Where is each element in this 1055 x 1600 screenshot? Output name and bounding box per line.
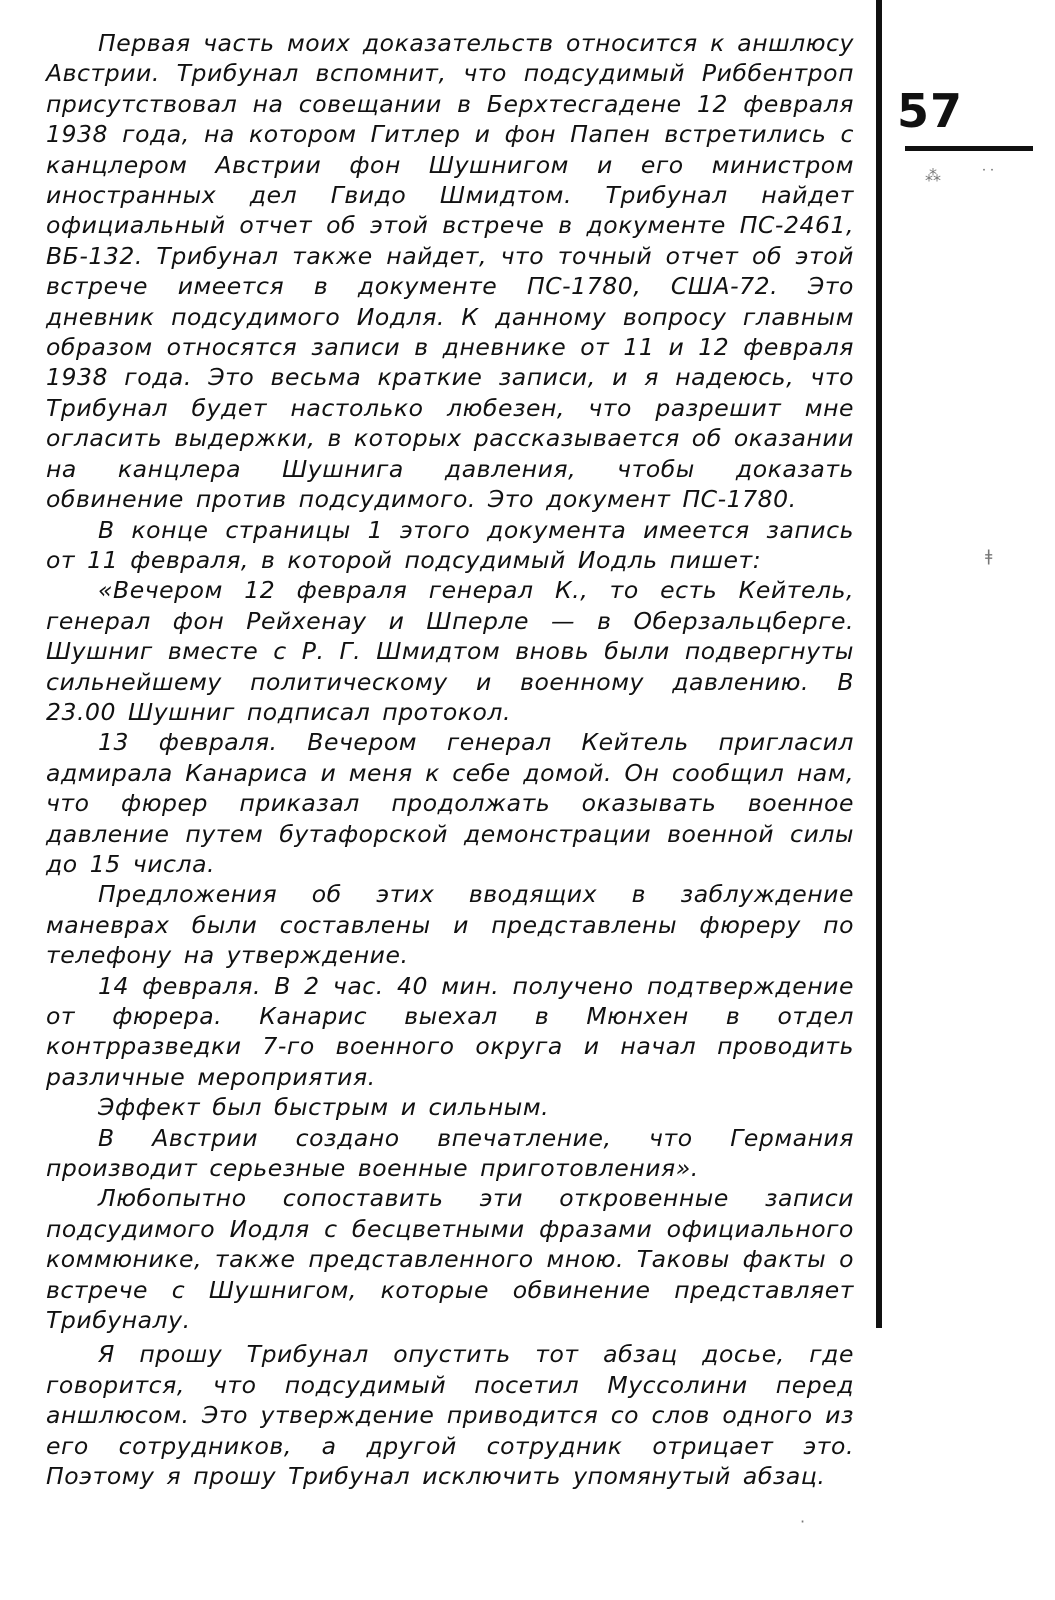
paragraph-6: 14 февраля. В 2 час. 40 мин. получено подтверждение от фюрера. Канарис выехал в Мюнхен в отдел контрразведки 7-го военного округа и начал проводить различные мероприятия. xyxy=(46,971,854,1091)
paragraph-8: В Австрии создано впечатление, что Германия производит серьезные военные приготовления». xyxy=(46,1123,854,1183)
paragraph-2: В конце страницы 1 этого документа имеется запись от 11 февраля, в которой подсудимый Иодль пишет: xyxy=(46,515,854,574)
margin-vertical-rule xyxy=(876,0,882,1328)
paragraph-10: Я прошу Трибунал опустить тот абзац досье, где говорится, что подсудимый посетил Муссолини перед аншлюсом. Это утверждение приводится со слов одного из его сотрудников, а другой сотрудник отрицает это. Поэтому я прошу Трибунал исключить упомянутый абзац. xyxy=(46,1340,854,1491)
paragraph-1: Первая часть моих доказательств относится к аншлюсу Австрии. Трибунал вспомнит, что подсудимый Риббентроп присутствовал на совещании в Берхтесгадене 12 февраля 1938 года, на котором Гитлер и фон Папен встретились с канцлером Австрии фон Шушнигом и его министром иностранных дел Гвидо Шмидтом. Трибунал найдет официальный отчет об этой встрече в документе ПС-2461, ВБ-132. Трибунал также найдет, что точный отчет об этой встрече имеется в документе ПС-1780, США-72. Это дневник подсудимого Иодля. К данному вопросу главным образом относятся записи в дневнике от 11 и 12 февраля 1938 года. Это весьма краткие записи, и я надеюсь, что Трибунал будет настолько любезен, что разрешит мне огласить выдержки, в которых рассказывается об оказании на канцлера Шушнига давления, чтобы доказать обвинение против подсудимого. Это документ ПС-1780. xyxy=(46,29,854,514)
scan-speck-3: ǂ xyxy=(985,546,993,565)
paragraph-3: «Вечером 12 февраля генерал К., то есть Кейтель, генерал фон Рейхенау и Шперле — в Оберзальцберге. Шушниг вместе с Р. Г. Шмидтом вновь были подвергнуты сильнейшему политическому и военному давлению. В 23.00 Шушниг подписал протокол. xyxy=(46,576,854,726)
paragraph-5: Предложения об этих вводящих в заблуждение маневрах были составлены и представлены фюреру по телефону на утверждение. xyxy=(46,880,854,970)
scan-speck-2: ˙˙ xyxy=(980,166,996,185)
scan-speck-4: · xyxy=(800,1512,806,1531)
scan-speck-1: ⁂ xyxy=(925,166,941,185)
page-body-text xyxy=(46,28,854,1492)
paragraph-7: Эффект был быстрым и сильным. xyxy=(98,1093,550,1122)
paragraph-4: 13 февраля. Вечером генерал Кейтель пригласил адмирала Канариса и меня к себе домой. Он сообщил нам, что фюрер приказал продолжать оказывать военное давление путем бутафорской демонстрации военной силы до 15 числа. xyxy=(46,728,854,878)
page-number-underline xyxy=(905,146,1033,151)
paragraph-9: Любопытно сопоставить эти откровенные записи подсудимого Иодля с бесцветными фразами официального коммюнике, также представленного мною. Таковы факты о встрече с Шушнигом, которые обвинение представляет Трибуналу. xyxy=(46,1184,854,1335)
page-number: 57 xyxy=(897,84,964,138)
